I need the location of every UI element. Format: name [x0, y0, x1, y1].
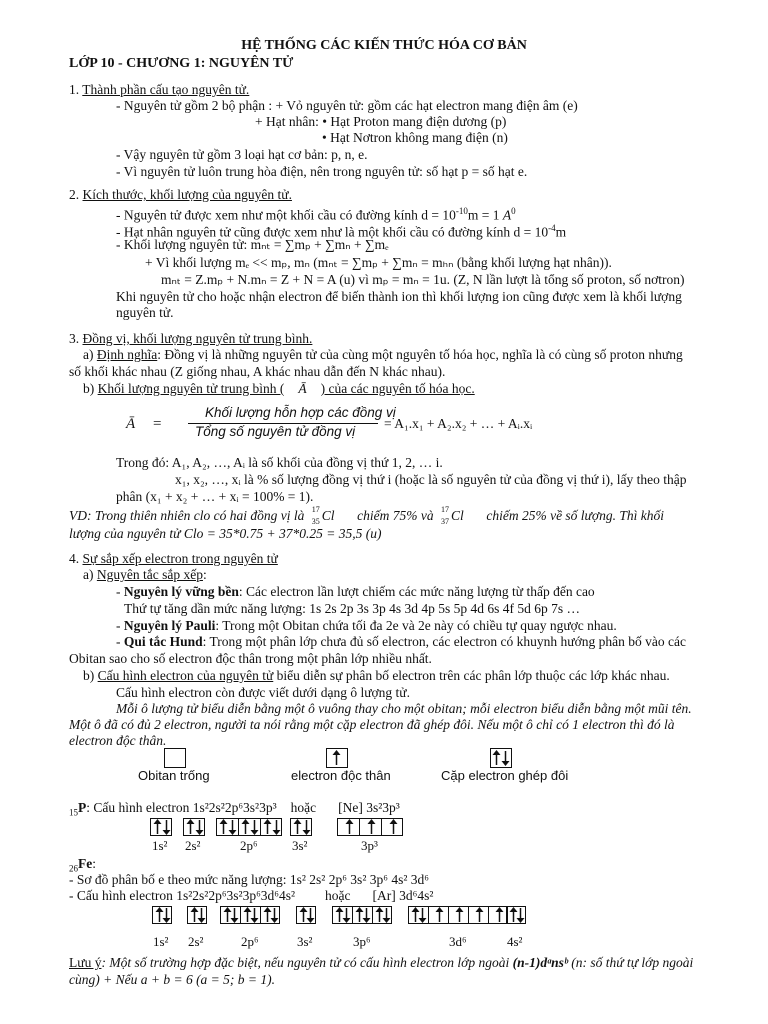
down-arrow-icon [161, 907, 172, 923]
down-arrow-icon [249, 819, 260, 835]
down-arrow-icon [500, 750, 511, 766]
orbital-label: 3p⁶ [353, 934, 371, 949]
up-arrow-icon [388, 819, 399, 835]
up-arrow-icon [344, 819, 355, 835]
orbital-group-1 [183, 818, 205, 836]
s1-line-4: - Vậy nguyên tử gồm 3 loại hạt cơ bản: p, n, e. [116, 147, 368, 162]
orbital-group-2 [216, 818, 282, 836]
down-arrow-icon [194, 819, 205, 835]
orbital-group-1 [187, 906, 207, 924]
up-arrow-icon [454, 907, 465, 923]
orbital-label: 3d⁶ [449, 934, 467, 949]
s4b-italic-3: electron độc thân. [69, 733, 167, 748]
s3-where-1: Trong đó: A₁, A₂, …, Aᵢ là số khối của đồng vị thứ 1, 2, … i. [116, 455, 443, 470]
s4-rule-3-cont: Obitan sao cho số electron độc thân trong một phân lớp nhiều nhất. [69, 651, 432, 666]
s1-line-3: • Hạt Nơtron không mang điện (n) [322, 130, 508, 145]
s2-line-4: + Vì khối lượng mₑ << mₚ, mₙ (mₙₜ = ∑mₚ + ∑mₙ = mₕₙ (bằng khối lượng hạt nhân)). [145, 255, 612, 270]
note-line-2: cùng) + Nếu a + b = 6 (a = 5; b = 1). [69, 972, 276, 987]
down-arrow-icon [417, 907, 428, 923]
orbital-group-2 [220, 906, 280, 924]
section-4-heading: 4. Sự sắp xếp electron trong nguyên tử [69, 551, 278, 566]
s3a-definition: a) Định nghĩa: Đồng vị là những nguyên tử của cùng một nguyên tố hóa học, nghĩa là có cùng số proton nhưng [83, 347, 683, 362]
s4b-heading: b) Cấu hình electron của nguyên tử biểu diễn sự phân bố electron trên các phân lớp thuộc các lớp khác nhau. [83, 668, 670, 683]
formula-numerator: Khối lượng hỗn hợp các đồng vị [205, 405, 396, 420]
down-arrow-icon [161, 819, 172, 835]
orbital-label: 2p⁶ [241, 934, 259, 949]
orbital-group-0 [150, 818, 172, 836]
orbital-group-6 [506, 906, 526, 924]
s2-line-5: mₙₜ = Z.mₚ + N.mₙ = Z + N = A (u) vì mₚ = mₙ = 1u. (Z, N lần lượt là tổng số proton, số nơtron) [161, 272, 685, 287]
down-arrow-icon [381, 907, 392, 923]
formula-right: = A₁.x₁ + A₂.x₂ + … + Aᵢ.xᵢ [384, 416, 533, 431]
formula-denominator: Tổng số nguyên tử đồng vị [195, 424, 356, 439]
chapter-subtitle: LỚP 10 - CHƯƠNG 1: NGUYÊN TỬ [69, 56, 294, 71]
s4b-line-2: Cấu hình electron còn được viết dưới dạng ô lượng tử. [116, 685, 411, 700]
paired-electron-box [490, 748, 512, 768]
orbital-group-4 [332, 906, 392, 924]
orbital-label: 3s² [297, 934, 313, 949]
orbital-label: 3p³ [361, 838, 378, 853]
empty-orbital-box [164, 748, 186, 768]
iron-config: - Cấu hình electron 1s²2s²2p⁶3s²3p⁶3d⁶4s² hoặc [Ar] 3d⁶4s² [69, 888, 434, 903]
orbital-label: 2s² [188, 934, 204, 949]
orbital-label: 3s² [292, 838, 308, 853]
orbital-label: 1s² [152, 838, 168, 853]
s3-example-line-1: VD: Trong thiên nhiên clo có hai đồng vị là 17 35 Cl chiếm 75% và 17 37 Cl chiếm 25% về số lượng. Thì khối [69, 505, 665, 526]
down-arrow-icon [341, 907, 352, 923]
formula-a-bar: Ā [126, 416, 136, 432]
s2-line-1: - Nguyên tử được xem như một khối cầu có đường kính $d = 10^{-10}m = 1$ $A^0$ [116, 206, 516, 223]
s4-rule-1-order: Thứ tự tăng dần mức năng lượng: 1s 2s 2p 3s 3p 4s 3d 4p 5s 5p 4d 6s 4f 5d 6p 7s … [124, 601, 581, 616]
s3-example-line-2: lượng của nguyên tử Clo = 35*0.75 + 37*0.25 = 35,5 (u) [69, 526, 382, 541]
s3a-definition-cont: số khối khác nhau (Z giống nhau, A khác nhau dẫn đến N khác nhau). [69, 364, 446, 379]
s4-rule-3: - Qui tắc Hund: Trong một phân lớp chưa đủ số electron, các electron có khuynh hướng phân bố vào các [116, 634, 686, 649]
s4-rule-1: - Nguyên lý vững bền: Các electron lần lượt chiếm các mức năng lượng từ thấp đến cao [116, 584, 595, 599]
orbital-label: 2p⁶ [240, 838, 258, 853]
up-arrow-icon [366, 819, 377, 835]
section-2-heading: 2. Kích thước, khối lượng của nguyên tử. [69, 187, 292, 202]
down-arrow-icon [229, 907, 240, 923]
up-arrow-icon [434, 907, 445, 923]
up-arrow-icon [494, 907, 505, 923]
orbital-group-3 [296, 906, 316, 924]
single-electron-box [326, 748, 348, 768]
iron-header: $_{26}$Fe: [69, 856, 97, 874]
legend-single-label: electron độc thân [291, 768, 391, 783]
up-arrow-icon [331, 750, 342, 766]
down-arrow-icon [249, 907, 260, 923]
cl37-isotope: 17 37 Cl [440, 505, 464, 526]
s1-line-1: - Nguyên tử gồm 2 bộ phận : + Vỏ nguyên tử: gồm các hạt electron mang điện âm (e) [116, 98, 578, 113]
orbital-label: 4s² [507, 934, 523, 949]
s1-line-5: - Vì nguyên tử luôn trung hòa điện, nên trong nguyên tử: số hạt p = số hạt e. [116, 164, 528, 179]
s4a-heading: a) Nguyên tắc sắp xếp: [83, 567, 207, 582]
down-arrow-icon [301, 819, 312, 835]
orbital-group-5 [408, 906, 508, 924]
down-arrow-icon [227, 819, 238, 835]
orbital-group-3 [290, 818, 312, 836]
note-line-1: Lưu ý: Một số trường hợp đặc biệt, nếu nguyên tử có cấu hình electron lớp ngoài (n-1)dᵃnsᵇ (n: số thứ tự lớp ngoài [69, 955, 694, 970]
cl35-isotope: 17 35 Cl [311, 505, 335, 526]
down-arrow-icon [271, 819, 282, 835]
legend-paired-label: Cặp electron ghép đôi [441, 768, 569, 783]
s2-line-7: nguyên tử. [116, 305, 174, 320]
section-3-heading: 3. Đồng vị, khối lượng nguyên tử trung bình. [69, 331, 313, 346]
iron-energy-order: - Sơ đồ phân bố e theo mức năng lượng: 1s² 2s² 2p⁶ 3s² 3p⁶ 4s² 3d⁶ [69, 872, 429, 887]
s2-line-2: - Hạt nhân nguyên tử cũng được xem như là một khối cầu có đường kính $d = 10^{-4}m$ [116, 223, 567, 240]
s4b-italic-2: Một ô đã có đủ 2 electron, người ta nói rằng một cặp electron đã ghép đôi. Nếu một ô chỉ có 1 electron thì đó là [69, 717, 675, 732]
down-arrow-icon [515, 907, 526, 923]
phosphorus-config: $_{15}$P: Cấu hình electron 1s²2s²2p⁶3s²3p³ hoặc [Ne] 3s²3p³ [69, 800, 400, 818]
orbital-group-0 [152, 906, 172, 924]
orbital-group-4 [337, 818, 403, 836]
s1-line-2: + Hạt nhân: • Hạt Proton mang điện dương (p) [255, 114, 507, 129]
s2-line-3: - Khối lượng nguyên tử: mₙₜ = ∑mₚ + ∑mₙ + ∑mₑ [116, 237, 389, 252]
orbital-label: 2s² [185, 838, 201, 853]
down-arrow-icon [305, 907, 316, 923]
formula-equals: = [153, 416, 162, 432]
s4-rule-2: - Nguyên lý Pauli: Trong một Obitan chứa tối đa 2e và 2e này có chiều tự quay ngược nhau. [116, 618, 617, 633]
down-arrow-icon [269, 907, 280, 923]
down-arrow-icon [196, 907, 207, 923]
s3-where-2: x₁, x₂, …, xᵢ là % số lượng đồng vị thứ i (hoặc là số nguyên tử của đồng vị thứ i), lấy theo thập [175, 472, 687, 487]
orbital-label: 1s² [153, 934, 169, 949]
legend-empty-label: Obitan trống [138, 768, 210, 783]
s3-where-3: phân (x₁ + x₂ + … + xᵢ = 100% = 1). [116, 489, 314, 504]
page-title: HỆ THỐNG CÁC KIẾN THỨC HÓA CƠ BẢN [241, 38, 527, 53]
s2-line-6: Khi nguyên tử cho hoặc nhận electron để biến thành ion thì khối lượng ion cũng được xem là khối lượng [116, 289, 682, 304]
s4b-italic-1: Mỗi ô lượng tử biểu diễn bằng một ô vuông thay cho một obitan; mỗi electron biểu diễn bằng một mũi tên. [116, 701, 692, 716]
s3b-heading: b) Khối lượng nguyên tử trung bình ( Ā ) của các nguyên tố hóa học. [83, 381, 475, 396]
down-arrow-icon [361, 907, 372, 923]
section-1-heading: 1. Thành phần cấu tạo nguyên tử. [69, 82, 250, 97]
up-arrow-icon [474, 907, 485, 923]
